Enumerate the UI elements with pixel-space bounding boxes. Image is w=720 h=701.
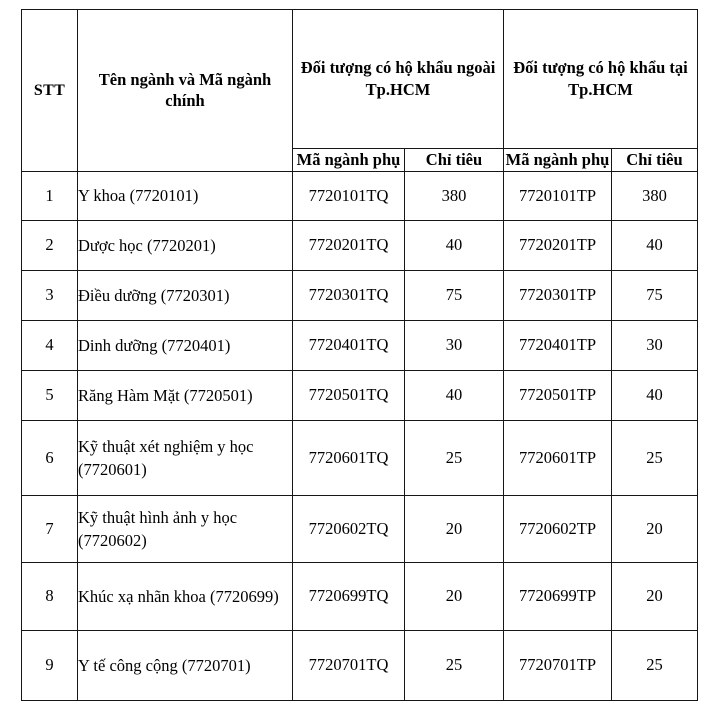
cell-quota-outside: 40 [405,370,504,420]
cell-major-name: Dinh dưỡng (7720401) [78,320,293,370]
column-header-quota-outside: Chỉ tiêu [405,149,504,172]
cell-major-name: Răng Hàm Mặt (7720501) [78,370,293,420]
cell-major-name: Kỹ thuật xét nghiệm y học (7720601) [78,420,293,495]
cell-code-inside: 7720602TP [504,495,612,562]
cell-quota-outside: 30 [405,320,504,370]
cell-quota-outside: 20 [405,495,504,562]
column-group-header-inside-hcmc: Đối tượng có hộ khẩu tại Tp.HCM [504,10,698,149]
cell-code-inside: 7720601TP [504,420,612,495]
cell-quota-inside: 20 [612,495,698,562]
cell-stt: 2 [22,220,78,270]
cell-code-outside: 7720601TQ [293,420,405,495]
table-row [22,320,698,370]
cell-stt: 9 [22,630,78,700]
cell-major-name: Dược học (7720201) [78,220,293,270]
cell-quota-inside: 20 [612,562,698,630]
table-row [22,220,698,270]
cell-code-outside: 7720301TQ [293,270,405,320]
cell-quota-inside: 30 [612,320,698,370]
cell-quota-outside: 40 [405,220,504,270]
cell-major-name: Y khoa (7720101) [78,171,293,220]
cell-major-name: Y tế công cộng (7720701) [78,630,293,700]
cell-stt: 7 [22,495,78,562]
table-row [22,370,698,420]
cell-quota-outside: 20 [405,562,504,630]
cell-quota-inside: 25 [612,420,698,495]
cell-code-outside: 7720602TQ [293,495,405,562]
column-group-header-outside-hcmc: Đối tượng có hộ khẩu ngoài Tp.HCM [293,10,504,149]
cell-code-outside: 7720699TQ [293,562,405,630]
cell-quota-inside: 25 [612,630,698,700]
cell-code-outside: 7720201TQ [293,220,405,270]
cell-quota-outside: 25 [405,420,504,495]
cell-code-inside: 7720501TP [504,370,612,420]
cell-stt: 3 [22,270,78,320]
table-header [22,10,698,172]
cell-quota-inside: 75 [612,270,698,320]
cell-quota-outside: 75 [405,270,504,320]
table-row [22,171,698,220]
cell-quota-outside: 25 [405,630,504,700]
column-header-stt: STT [22,10,78,172]
cell-stt: 5 [22,370,78,420]
cell-code-inside: 7720301TP [504,270,612,320]
cell-major-name: Khúc xạ nhãn khoa (7720699) [78,562,293,630]
cell-quota-inside: 40 [612,220,698,270]
cell-stt: 1 [22,171,78,220]
cell-quota-inside: 380 [612,171,698,220]
cell-major-name: Kỹ thuật hình ảnh y học (7720602) [78,495,293,562]
cell-quota-outside: 380 [405,171,504,220]
cell-code-outside: 7720401TQ [293,320,405,370]
column-header-subcode-inside: Mã ngành phụ [504,149,612,172]
cell-code-outside: 7720101TQ [293,171,405,220]
cell-code-outside: 7720501TQ [293,370,405,420]
cell-stt: 4 [22,320,78,370]
admissions-quota-table [21,9,698,701]
table-row [22,562,698,630]
cell-code-inside: 7720401TP [504,320,612,370]
cell-code-inside: 7720101TP [504,171,612,220]
column-header-quota-inside: Chỉ tiêu [612,149,698,172]
table-row [22,420,698,495]
cell-code-inside: 7720699TP [504,562,612,630]
header-row-primary [22,10,698,149]
cell-major-name: Điều dưỡng (7720301) [78,270,293,320]
column-header-subcode-outside: Mã ngành phụ [293,149,405,172]
column-header-major-name: Tên ngành và Mã ngành chính [78,10,293,172]
cell-code-outside: 7720701TQ [293,630,405,700]
table-row [22,495,698,562]
table-body [22,171,698,700]
cell-stt: 8 [22,562,78,630]
table-row [22,630,698,700]
cell-code-inside: 7720701TP [504,630,612,700]
table-row [22,270,698,320]
cell-stt: 6 [22,420,78,495]
cell-code-inside: 7720201TP [504,220,612,270]
cell-quota-inside: 40 [612,370,698,420]
